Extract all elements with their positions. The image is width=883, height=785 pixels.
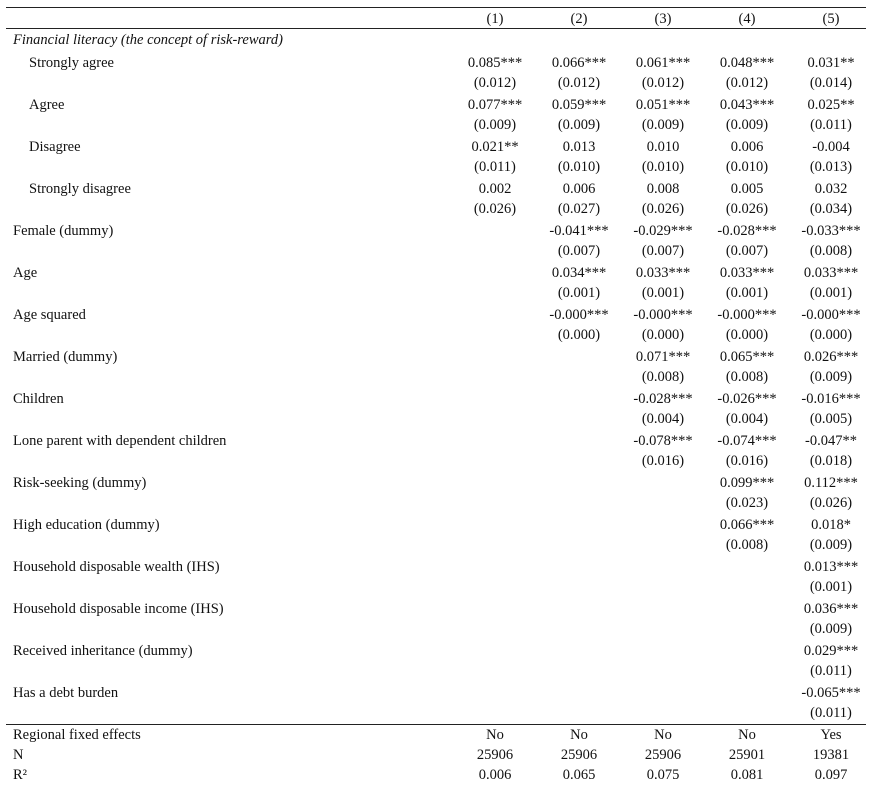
section-title-row (6, 30, 866, 50)
standard-error-cell: (0.004) (725, 411, 769, 427)
coefficient-row (6, 137, 866, 157)
standard-error-cell: (0.010) (557, 159, 601, 175)
coefficient-cell: -0.000*** (633, 307, 693, 323)
coefficient-cell: -0.028*** (633, 391, 693, 407)
coefficient-row (6, 347, 866, 367)
variable-label: Household disposable wealth (IHS) (13, 559, 220, 575)
coefficient-cell: 0.008 (646, 181, 680, 197)
footer-value: 0.097 (814, 767, 848, 783)
variable-label: Risk-seeking (dummy) (13, 475, 147, 491)
standard-error-cell: (0.018) (809, 453, 853, 469)
standard-error-cell: (0.007) (725, 243, 769, 259)
footer-label: N (13, 747, 24, 763)
coefficient-cell: 0.099*** (719, 475, 775, 491)
coefficient-cell: 0.071*** (635, 349, 691, 365)
coefficient-cell: 0.032 (814, 181, 848, 197)
coefficient-cell: 0.061*** (635, 55, 691, 71)
standard-error-cell: (0.034) (809, 201, 853, 217)
variable-label: Age squared (13, 307, 86, 323)
coefficient-row (6, 95, 866, 115)
column-header-4: (4) (738, 11, 756, 27)
footer-row (6, 745, 866, 765)
variable-label: Age (13, 265, 38, 281)
standard-error-cell: (0.009) (557, 117, 601, 133)
standard-error-cell: (0.000) (557, 327, 601, 343)
standard-error-cell: (0.012) (725, 75, 769, 91)
coefficient-cell: 0.013 (562, 139, 596, 155)
standard-error-cell: (0.007) (557, 243, 601, 259)
standard-error-cell: (0.026) (473, 201, 517, 217)
standard-error-cell: (0.011) (810, 705, 852, 721)
coefficient-cell: -0.028*** (717, 223, 777, 239)
standard-error-cell: (0.010) (725, 159, 769, 175)
coefficient-row (6, 473, 866, 493)
variable-label: Children (13, 391, 64, 407)
coefficient-row (6, 431, 866, 451)
standard-error-cell: (0.012) (641, 75, 685, 91)
standard-error-cell: (0.010) (641, 159, 685, 175)
coefficient-cell: -0.074*** (717, 433, 777, 449)
coefficient-row (6, 221, 866, 241)
column-header-1: (1) (486, 11, 504, 27)
coefficient-cell: -0.033*** (801, 223, 861, 239)
standard-error-cell: (0.009) (641, 117, 685, 133)
variable-label: Agree (29, 97, 65, 113)
coefficient-cell: -0.016*** (801, 391, 861, 407)
standard-error-cell: (0.000) (809, 327, 853, 343)
standard-error-row (6, 577, 866, 597)
standard-error-cell: (0.007) (641, 243, 685, 259)
standard-error-cell: (0.001) (809, 579, 853, 595)
coefficient-cell: 0.085*** (467, 55, 523, 71)
standard-error-cell: (0.008) (641, 369, 685, 385)
variable-label: High education (dummy) (13, 517, 160, 533)
standard-error-cell: (0.012) (473, 75, 517, 91)
coefficient-cell: -0.047** (805, 433, 857, 449)
standard-error-row (6, 409, 866, 429)
standard-error-row (6, 325, 866, 345)
standard-error-row (6, 619, 866, 639)
standard-error-cell: (0.012) (557, 75, 601, 91)
coefficient-cell: 0.036*** (803, 601, 859, 617)
coefficient-cell: 0.034*** (551, 265, 607, 281)
coefficient-cell: 0.077*** (467, 97, 523, 113)
footer-value: 25906 (644, 747, 682, 763)
column-header-3: (3) (654, 11, 672, 27)
coefficient-cell: 0.013*** (803, 559, 859, 575)
coefficient-cell: 0.033*** (635, 265, 691, 281)
standard-error-row (6, 661, 866, 681)
coefficient-row (6, 389, 866, 409)
coefficient-cell: 0.031** (807, 55, 855, 71)
standard-error-row (6, 451, 866, 471)
standard-error-cell: (0.009) (725, 117, 769, 133)
column-header-5: (5) (822, 11, 840, 27)
coefficient-cell: 0.051*** (635, 97, 691, 113)
coefficient-cell: 0.006 (730, 139, 764, 155)
standard-error-cell: (0.001) (809, 285, 853, 301)
coefficient-cell: -0.078*** (633, 433, 693, 449)
coefficient-row (6, 515, 866, 535)
standard-error-row (6, 73, 866, 93)
standard-error-cell: (0.001) (557, 285, 601, 301)
footer-value: No (570, 727, 588, 743)
coefficient-row (6, 305, 866, 325)
standard-error-cell: (0.016) (641, 453, 685, 469)
coefficient-cell: 0.033*** (803, 265, 859, 281)
coefficient-row (6, 557, 866, 577)
footer-row (6, 725, 866, 745)
standard-error-cell: (0.009) (473, 117, 517, 133)
variable-label: Lone parent with dependent children (13, 433, 227, 449)
coefficient-cell: 0.025** (807, 97, 855, 113)
standard-error-cell: (0.005) (809, 411, 853, 427)
coefficient-cell: -0.000*** (801, 307, 861, 323)
standard-error-cell: (0.013) (809, 159, 853, 175)
footer-value: No (486, 727, 504, 743)
standard-error-cell: (0.023) (725, 495, 769, 511)
variable-label: Household disposable income (IHS) (13, 601, 224, 617)
coefficient-row (6, 683, 866, 703)
coefficient-cell: 0.048*** (719, 55, 775, 71)
standard-error-cell: (0.001) (641, 285, 685, 301)
coefficient-row (6, 53, 866, 73)
coefficient-cell: 0.002 (478, 181, 512, 197)
coefficient-cell: 0.010 (646, 139, 680, 155)
coefficient-cell: 0.066*** (719, 517, 775, 533)
footer-value: 0.081 (730, 767, 764, 783)
standard-error-cell: (0.009) (809, 621, 853, 637)
footer-value: 0.065 (562, 767, 596, 783)
variable-label: Married (dummy) (13, 349, 118, 365)
coefficient-cell: -0.000*** (549, 307, 609, 323)
standard-error-cell: (0.011) (810, 117, 852, 133)
coefficient-cell: 0.059*** (551, 97, 607, 113)
footer-value: 0.006 (478, 767, 512, 783)
coefficient-cell: 0.005 (730, 181, 764, 197)
table-header-row (6, 9, 866, 29)
coefficient-cell: 0.021** (471, 139, 519, 155)
standard-error-cell: (0.001) (725, 285, 769, 301)
coefficient-cell: -0.004 (812, 139, 850, 155)
footer-label: Regional fixed effects (13, 727, 141, 743)
standard-error-cell: (0.008) (809, 243, 853, 259)
standard-error-row (6, 703, 866, 723)
variable-label: Received inheritance (dummy) (13, 643, 193, 659)
standard-error-cell: (0.026) (809, 495, 853, 511)
standard-error-row (6, 283, 866, 303)
standard-error-cell: (0.004) (641, 411, 685, 427)
standard-error-cell: (0.027) (557, 201, 601, 217)
coefficient-cell: -0.065*** (801, 685, 861, 701)
coefficient-cell: -0.029*** (633, 223, 693, 239)
coefficient-cell: 0.018* (811, 517, 851, 533)
footer-row (6, 765, 866, 785)
table-top-rule (6, 7, 866, 8)
standard-error-cell: (0.008) (725, 537, 769, 553)
coefficient-row (6, 641, 866, 661)
variable-label: Disagree (29, 139, 81, 155)
coefficient-cell: -0.000*** (717, 307, 777, 323)
footer-value: No (654, 727, 672, 743)
section-title: Financial literacy (the concept of risk-reward) (13, 32, 283, 48)
coefficient-cell: 0.006 (562, 181, 596, 197)
coefficient-cell: 0.112*** (804, 475, 858, 491)
standard-error-cell: (0.011) (810, 663, 852, 679)
standard-error-cell: (0.026) (641, 201, 685, 217)
standard-error-row (6, 493, 866, 513)
standard-error-cell: (0.014) (809, 75, 853, 91)
coefficient-cell: 0.065*** (719, 349, 775, 365)
footer-value: 25906 (560, 747, 598, 763)
footer-value: No (738, 727, 756, 743)
standard-error-cell: (0.011) (474, 159, 516, 175)
coefficient-cell: 0.033*** (719, 265, 775, 281)
standard-error-row (6, 115, 866, 135)
coefficient-cell: -0.041*** (549, 223, 609, 239)
variable-label: Strongly agree (29, 55, 114, 71)
footer-value: Yes (820, 727, 842, 743)
coefficient-cell: 0.029*** (803, 643, 859, 659)
standard-error-row (6, 157, 866, 177)
standard-error-cell: (0.000) (641, 327, 685, 343)
standard-error-cell: (0.008) (725, 369, 769, 385)
coefficient-cell: -0.026*** (717, 391, 777, 407)
variable-label: Has a debt burden (13, 685, 119, 701)
column-header-2: (2) (570, 11, 588, 27)
coefficient-row (6, 179, 866, 199)
standard-error-row (6, 367, 866, 387)
footer-value: 25906 (476, 747, 514, 763)
coefficient-row (6, 599, 866, 619)
coefficient-cell: 0.066*** (551, 55, 607, 71)
standard-error-cell: (0.016) (725, 453, 769, 469)
footer-value: 25901 (728, 747, 766, 763)
standard-error-cell: (0.009) (809, 537, 853, 553)
standard-error-cell: (0.026) (725, 201, 769, 217)
standard-error-row (6, 535, 866, 555)
footer-label: R² (13, 767, 28, 783)
standard-error-row (6, 199, 866, 219)
footer-value: 19381 (812, 747, 850, 763)
variable-label: Female (dummy) (13, 223, 114, 239)
standard-error-cell: (0.000) (725, 327, 769, 343)
coefficient-cell: 0.043*** (719, 97, 775, 113)
coefficient-row (6, 263, 866, 283)
standard-error-cell: (0.009) (809, 369, 853, 385)
table-header-rule (6, 28, 866, 29)
variable-label: Strongly disagree (29, 181, 131, 197)
standard-error-row (6, 241, 866, 261)
footer-value: 0.075 (646, 767, 680, 783)
coefficient-cell: 0.026*** (803, 349, 859, 365)
